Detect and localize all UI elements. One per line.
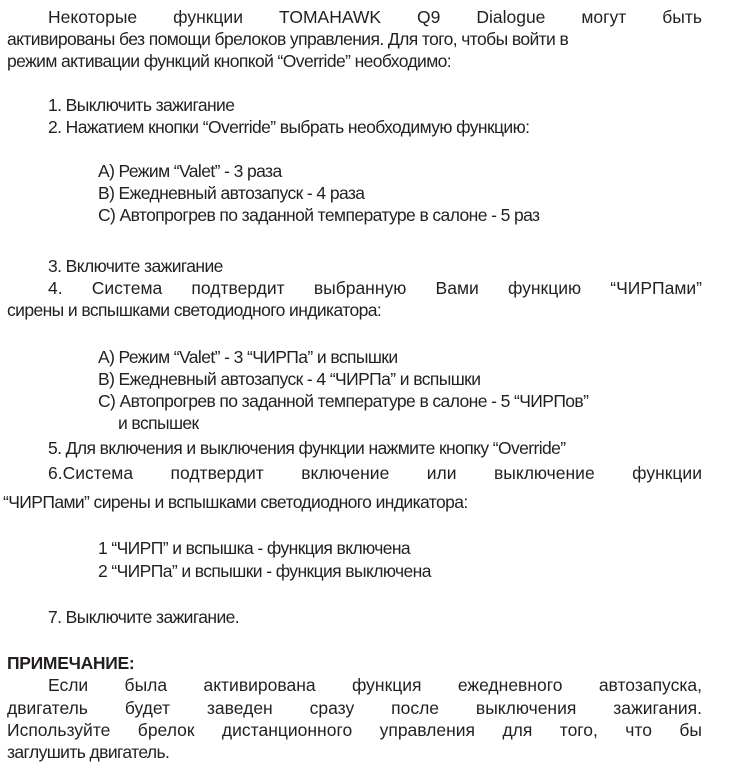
- note-line-1: Если была активирована функция ежедневного автозапуска,: [48, 675, 702, 695]
- step-2: 2. Нажатием кнопки “Override” выбрать необходимую функцию:: [48, 117, 530, 137]
- intro-line-2: активированы без помощи брелоков управления. Для того, чтобы войти в: [7, 29, 569, 49]
- step-4-option-a: A) Режим “Valet” - 3 “ЧИРПа” и вспышки: [98, 347, 398, 367]
- step-4-line-1: 4. Система подтвердит выбранную Вами функцию “ЧИРПами”: [48, 278, 702, 298]
- step-6-line-2: “ЧИРПами” сирены и вспышками светодиодного индикатора:: [3, 492, 468, 512]
- step-2-option-b: B) Ежедневный автозапуск - 4 раза: [98, 183, 365, 203]
- note-line-2: двигатель будет заведен сразу после выключения зажигания.: [7, 698, 702, 718]
- step-3: 3. Включите зажигание: [48, 256, 223, 276]
- step-6-line-1: 6.Система подтвердит включение или выключение функции: [48, 463, 702, 483]
- step-2-option-a: A) Режим “Valet” - 3 раза: [98, 161, 282, 181]
- note-line-4: заглушить двигатель.: [7, 742, 170, 762]
- step-7: 7. Выключите зажигание.: [48, 607, 240, 627]
- intro-line-3: режим активации функций кнопкой “Override” необходимо:: [7, 51, 452, 71]
- step-5: 5. Для включения и выключения функции нажмите кнопку “Override”: [48, 438, 566, 458]
- step-4-option-b: B) Ежедневный автозапуск - 4 “ЧИРПа” и вспышки: [98, 369, 481, 389]
- step-6-option-2: 2 “ЧИРПа” и вспышки - функция выключена: [98, 561, 431, 581]
- note-line-3: Используйте брелок дистанционного управления для того, что бы: [7, 720, 702, 740]
- step-1: 1. Выключить зажигание: [48, 95, 235, 115]
- step-6-option-1: 1 “ЧИРП” и вспышка - функция включена: [98, 538, 411, 558]
- step-4-option-c: C) Автопрогрев по заданной температуре в салоне - 5 “ЧИРПов”: [98, 391, 589, 411]
- step-2-option-c: C) Автопрогрев по заданной температуре в салоне - 5 раз: [98, 205, 540, 225]
- intro-line-1: Некоторые функции TOMAHAWK Q9 Dialogue могут быть: [48, 7, 702, 27]
- note-heading: ПРИМЕЧАНИЕ:: [7, 653, 135, 673]
- step-4-line-2: сирены и вспышками светодиодного индикатора:: [7, 300, 382, 320]
- step-4-option-c-cont: и вспышек: [118, 413, 199, 433]
